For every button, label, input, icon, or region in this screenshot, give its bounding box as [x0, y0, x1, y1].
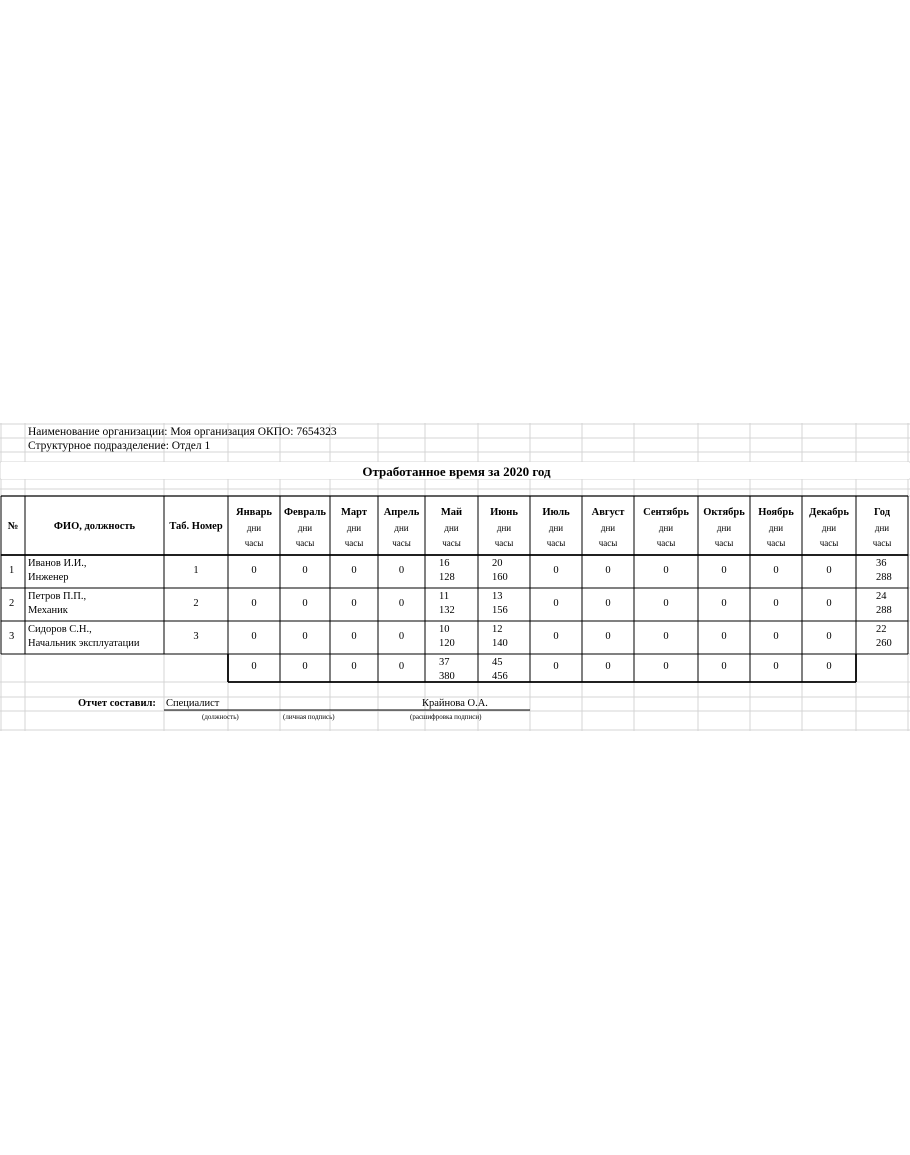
- employee-position: Инженер: [28, 572, 69, 583]
- row-number: 2: [9, 597, 15, 609]
- cell-value: 0: [773, 661, 779, 672]
- caption-name: (расшифровка подписи): [410, 713, 482, 721]
- cell-value: 0: [351, 597, 357, 609]
- cell-value: 0: [398, 597, 405, 609]
- cell-value: 0: [663, 661, 669, 672]
- header-hours-label: часы: [344, 538, 364, 548]
- cell-value: 0: [553, 597, 559, 609]
- header-days-label: дни: [496, 523, 512, 533]
- header-month: Май: [440, 507, 463, 518]
- cell-days: 36: [876, 558, 887, 569]
- header-days-label: дни: [821, 523, 837, 533]
- cell-hours: 128: [439, 572, 455, 583]
- tab-number: 2: [193, 597, 199, 609]
- header-hours-label: часы: [656, 538, 676, 548]
- cell-value: 0: [251, 630, 257, 642]
- header-hours-label: часы: [872, 538, 892, 548]
- cell-value: 0: [398, 630, 405, 642]
- cell-value: 0: [663, 597, 669, 609]
- header-tab-number: Таб. Номер: [169, 521, 223, 532]
- header-month: Октябрь: [703, 507, 745, 518]
- cell-value: 0: [398, 661, 405, 672]
- cell-days: 12: [492, 624, 503, 635]
- header-hours-label: часы: [598, 538, 618, 548]
- header-days-label: дни: [346, 523, 362, 533]
- cell-value: 0: [605, 661, 611, 672]
- cell-days: 10: [439, 624, 450, 635]
- header-month: Год: [873, 507, 891, 518]
- header-hours-label: часы: [244, 538, 264, 548]
- cell-value: 0: [302, 661, 308, 672]
- header-month: Июль: [542, 507, 570, 518]
- header-month: Февраль: [284, 507, 326, 518]
- cell-days: 37: [439, 657, 450, 668]
- cell-value: 0: [605, 597, 611, 609]
- header-num: №: [7, 521, 19, 532]
- employee-name: Сидоров С.Н.,: [28, 624, 92, 635]
- compiler-position: Специалист: [166, 698, 220, 709]
- cell-value: 0: [773, 630, 779, 642]
- report-title: Отработанное время за 2020 год: [362, 464, 551, 479]
- cell-value: 0: [826, 597, 832, 609]
- cell-value: 0: [251, 564, 257, 576]
- employee-name: Иванов И.И.,: [28, 558, 87, 569]
- employee-position: Начальник эксплуатации: [28, 638, 140, 649]
- header-month: Август: [591, 507, 625, 518]
- cell-value: 0: [721, 661, 727, 672]
- caption-position: (должность): [202, 713, 239, 721]
- header-month: Сентябрь: [643, 507, 689, 518]
- cell-hours: 140: [492, 638, 508, 649]
- cell-value: 0: [773, 597, 779, 609]
- cell-value: 0: [553, 661, 559, 672]
- header-days-label: дни: [246, 523, 262, 533]
- cell-hours: 120: [439, 638, 455, 649]
- cell-value: 0: [351, 564, 357, 576]
- cell-days: 22: [876, 624, 887, 635]
- header-hours-label: часы: [442, 538, 461, 548]
- cell-value: 0: [302, 630, 308, 642]
- department-line: Структурное подразделение: Отдел 1: [28, 440, 211, 452]
- cell-value: 0: [826, 564, 832, 576]
- header-days-label: дни: [768, 523, 784, 533]
- header-hours-label: часы: [494, 538, 514, 548]
- cell-value: 0: [553, 564, 559, 576]
- header-month: Ноябрь: [758, 507, 794, 518]
- cell-value: 0: [302, 597, 308, 609]
- header-days-label: дни: [716, 523, 732, 533]
- timesheet-report: [0, 423, 910, 731]
- employee-position: Механик: [28, 605, 68, 616]
- cell-hours: 380: [439, 671, 455, 682]
- header-month: Март: [340, 507, 368, 518]
- cell-value: 0: [351, 661, 357, 672]
- cell-hours: 132: [439, 605, 455, 616]
- header-days-label: дни: [600, 523, 616, 533]
- cell-value: 0: [826, 630, 832, 642]
- header-hours-label: часы: [714, 538, 734, 548]
- caption-signature: (личная подпись): [283, 713, 335, 721]
- tab-number: 1: [193, 564, 199, 576]
- cell-value: 0: [663, 564, 669, 576]
- header-month: Январь: [236, 507, 272, 518]
- cell-hours: 156: [492, 605, 508, 616]
- organization-line: Наименование организации: Моя организация ОКПО: 7654323: [28, 426, 337, 438]
- header-hours-label: часы: [766, 538, 786, 548]
- cell-value: 0: [398, 564, 405, 576]
- cell-value: 0: [251, 597, 257, 609]
- header-hours-label: часы: [392, 538, 411, 548]
- cell-days: 45: [492, 657, 503, 668]
- cell-hours: 456: [492, 671, 508, 682]
- cell-value: 0: [605, 564, 611, 576]
- cell-value: 0: [251, 661, 257, 672]
- compiler-name: Крайнова О.А.: [422, 698, 488, 709]
- cell-hours: 260: [876, 638, 892, 649]
- header-days-label: дни: [297, 523, 313, 533]
- header-hours-label: часы: [295, 538, 315, 548]
- employee-name: Петров П.П.,: [28, 591, 87, 602]
- cell-value: 0: [553, 630, 559, 642]
- header-days-label: дни: [658, 523, 674, 533]
- cell-value: 0: [721, 630, 727, 642]
- cell-hours: 288: [876, 572, 892, 583]
- header-month: Апрель: [383, 507, 420, 518]
- header-days-label: дни: [874, 523, 890, 533]
- tab-number: 3: [193, 630, 199, 642]
- header-hours-label: часы: [546, 538, 566, 548]
- header-days-label: дни: [444, 523, 459, 533]
- header-days-label: дни: [394, 523, 409, 533]
- cell-value: 0: [663, 630, 669, 642]
- header-hours-label: часы: [819, 538, 839, 548]
- row-number: 1: [9, 564, 15, 576]
- compiled-by-label: Отчет составил:: [78, 698, 156, 709]
- cell-hours: 160: [492, 572, 508, 583]
- cell-days: 11: [439, 591, 450, 602]
- header-month: Декабрь: [809, 507, 849, 518]
- cell-hours: 288: [876, 605, 892, 616]
- cell-days: 16: [439, 558, 450, 569]
- cell-value: 0: [826, 661, 832, 672]
- cell-value: 0: [721, 564, 727, 576]
- cell-value: 0: [351, 630, 357, 642]
- cell-days: 13: [492, 591, 503, 602]
- header-days-label: дни: [548, 523, 564, 533]
- cell-value: 0: [302, 564, 308, 576]
- cell-days: 24: [876, 591, 887, 602]
- header-name: ФИО, должность: [53, 521, 136, 532]
- cell-value: 0: [605, 630, 611, 642]
- cell-days: 20: [492, 558, 503, 569]
- cell-value: 0: [721, 597, 727, 609]
- cell-value: 0: [773, 564, 779, 576]
- header-month: Июнь: [490, 507, 518, 518]
- row-number: 3: [9, 630, 15, 642]
